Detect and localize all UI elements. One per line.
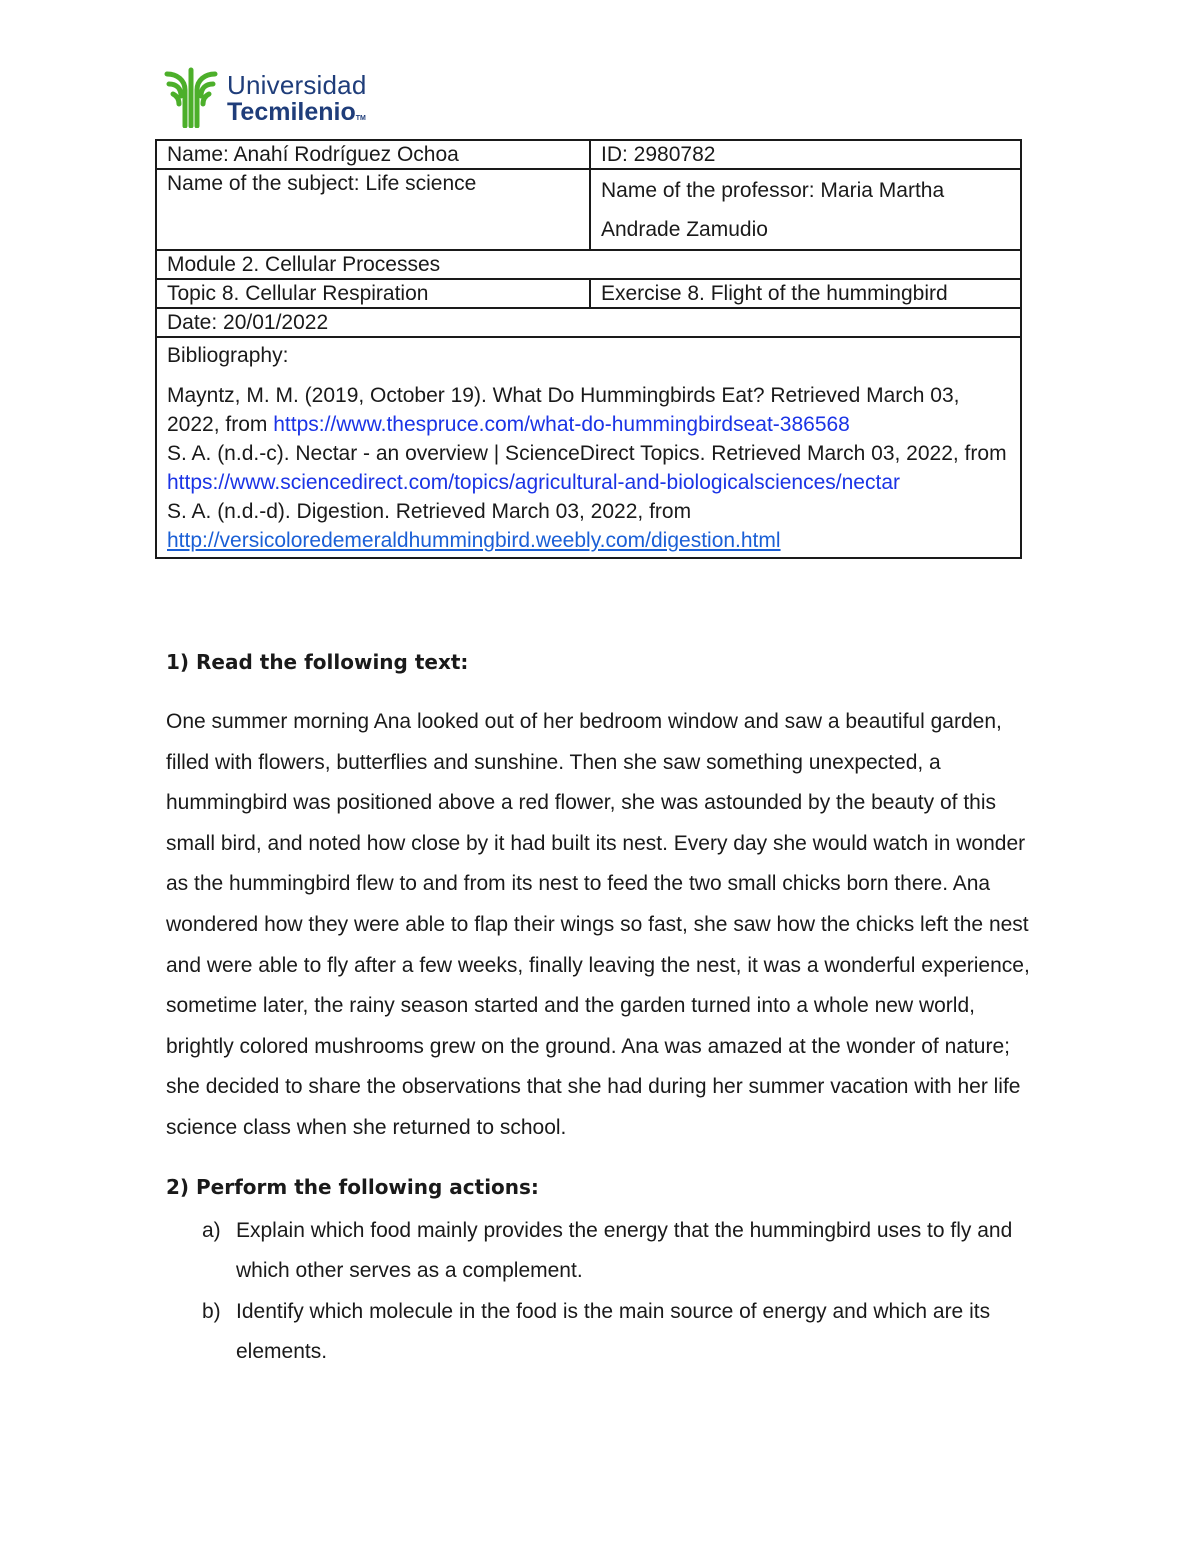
tecmilenio-emblem-icon (163, 66, 219, 128)
student-info-table (155, 139, 1022, 559)
table-row (156, 169, 1021, 250)
logo-tecmilenio-text: Tecmilenio (227, 98, 356, 126)
bibliography-label: Bibliography: (167, 344, 289, 367)
reference-text: S. A. (n.d.-c). Nectar - an overview | ScienceDirect Topics. Retrieved March 03, 2022, from (167, 442, 1007, 465)
list-item (166, 1292, 1046, 1373)
reference-item (167, 439, 1010, 497)
logo-trademark: TM (355, 115, 366, 122)
reference-item (167, 497, 1010, 555)
table-row (156, 308, 1021, 337)
topic-cell: Topic 8. Cellular Respiration (156, 279, 590, 308)
table-row (156, 279, 1021, 308)
actions-list (166, 1211, 1046, 1373)
reference-text: S. A. (n.d.-d). Digestion. Retrieved March 03, 2022, from (167, 500, 692, 523)
student-id-cell: ID: 2980782 (590, 140, 1021, 169)
table-row (156, 337, 1021, 558)
list-marker: a) (202, 1218, 221, 1242)
list-item (166, 1211, 1046, 1292)
bibliography-list (167, 381, 1010, 557)
list-item-text: Identify which molecule in the food is the main source of energy and which are its elements. (236, 1299, 991, 1364)
reference-link[interactable]: https://www.thespruce.com/what-do-hummingbirdseat-386568 (273, 413, 850, 436)
reference-link[interactable]: http://versicoloredemeraldhummingbird.weebly.com/digestion.html (167, 529, 781, 552)
question-2-heading: 2) Perform the following actions: (166, 1174, 539, 1199)
student-name-cell: Name: Anahí Rodríguez Ochoa (156, 140, 590, 169)
story-paragraph: One summer morning Ana looked out of her bedroom window and saw a beautiful garden, filled with flowers, butterflies and sunshine. Then she saw something unexpected, a hummingbird was positioned above a red flower, she was astounded by the beauty of this small bird, and noted how close by it had built its nest. Every day she would watch in wonder as the hummingbird flew to and from its nest to feed the two small chicks born there. Ana wondered how they were able to flap their wings so fast, she saw how the chicks left the nest and were able to fly after a few weeks, finally leaving the nest, it was a wonderful experience, sometime later, the rainy season started and the garden turned into a whole new world, brightly colored mushrooms grew on the ground. Ana was amazed at the wonder of nature; she decided to share the observations that she had during her summer vacation with her life science class when she returned to school. (166, 710, 1030, 1139)
reference-text: Mayntz, M. M. (2019, October 19). What Do Hummingbirds Eat? Retrieved March 03, 2022, from (167, 384, 960, 436)
subject-cell: Name of the subject: Life science (156, 169, 590, 250)
university-logo (163, 66, 367, 130)
reference-item (167, 381, 1010, 439)
logo-university-text: Universidad (227, 70, 367, 100)
bibliography-cell (156, 337, 1021, 558)
question-1-heading: 1) Read the following text: (166, 650, 469, 674)
module-cell: Module 2. Cellular Processes (156, 250, 1021, 279)
table-row (156, 250, 1021, 279)
exercise-content (166, 650, 1046, 1373)
table-row (156, 140, 1021, 169)
professor-cell: Name of the professor: Maria Martha Andrade Zamudio (590, 169, 1021, 250)
reference-link[interactable]: https://www.sciencedirect.com/topics/agricultural-and-biologicalsciences/nectar (167, 471, 900, 494)
exercise-cell: Exercise 8. Flight of the hummingbird (590, 279, 1021, 308)
date-cell: Date: 20/01/2022 (156, 308, 1021, 337)
list-marker: b) (202, 1299, 221, 1323)
list-item-text: Explain which food mainly provides the energy that the hummingbird uses to fly and which other serves as a complement. (236, 1218, 1013, 1283)
